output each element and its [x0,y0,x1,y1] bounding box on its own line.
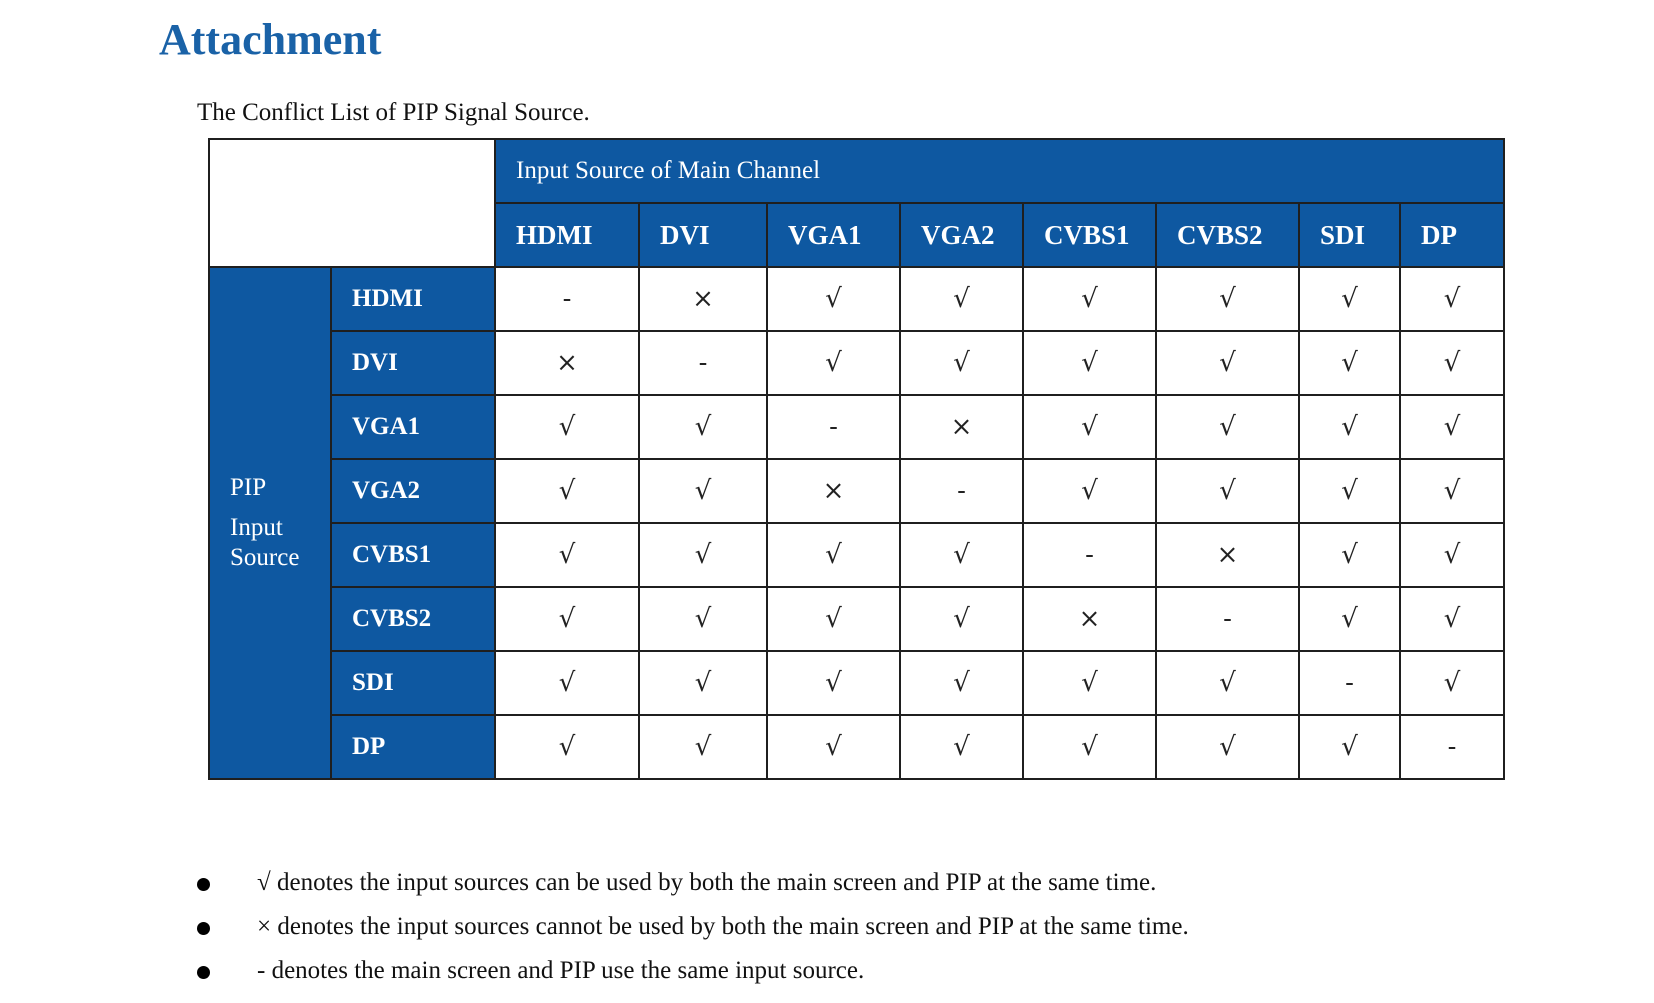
table-cell: √ [1023,395,1156,459]
side-header-line: Input [230,514,283,541]
table-cell: √ [639,715,767,779]
table-cell: √ [1156,395,1299,459]
row-header: VGA2 [331,459,495,523]
table-cell: √ [639,459,767,523]
table-cell: √ [1400,587,1504,651]
side-header-line: PIP [230,474,267,501]
table-cell: √ [1299,459,1400,523]
side-header-spacer [230,503,330,513]
table-cell: √ [767,331,900,395]
table-cell: √ [900,267,1023,331]
conflict-table [208,138,1505,780]
table-cell: √ [639,587,767,651]
table-cell: √ [900,651,1023,715]
table-cell: √ [495,651,639,715]
table-cell: √ [639,651,767,715]
table-cell: - [1156,587,1299,651]
table-cell: - [639,331,767,395]
legend-note-text: - denotes the main screen and PIP use the same input source. [257,957,865,984]
table-cell: √ [1156,267,1299,331]
table-corner-cell [209,139,495,267]
row-header: DP [331,715,495,779]
table-cell: √ [1299,395,1400,459]
main-channel-header: Input Source of Main Channel [495,139,1504,203]
table-cell: √ [767,267,900,331]
bullet-icon [197,966,210,979]
table-cell: √ [1023,715,1156,779]
column-header: DVI [639,203,767,267]
table-cell: √ [639,523,767,587]
table-cell: √ [1299,267,1400,331]
table-cell: - [1400,715,1504,779]
pip-input-source-header [209,267,331,779]
table-cell: √ [495,459,639,523]
table-cell: × [639,267,767,331]
table-cell: √ [1299,715,1400,779]
column-header: CVBS2 [1156,203,1299,267]
table-cell: √ [767,715,900,779]
table-cell: - [495,267,639,331]
table-cell: √ [1400,331,1504,395]
table-cell: √ [1299,523,1400,587]
table-cell: √ [1023,459,1156,523]
legend-note-text: × denotes the input sources cannot be used by both the main screen and PIP at the same time. [257,913,1189,940]
table-cell: × [1023,587,1156,651]
table-cell: - [1023,523,1156,587]
table-cell: √ [1299,587,1400,651]
page-title: Attachment [159,15,382,64]
bullet-icon [197,922,210,935]
side-header-line: Source [230,544,300,571]
table-cell: √ [495,523,639,587]
table-cell: √ [1156,715,1299,779]
column-header: HDMI [495,203,639,267]
table-cell: √ [1156,331,1299,395]
table-cell: √ [495,395,639,459]
table-cell: - [1299,651,1400,715]
table-cell: √ [900,523,1023,587]
table-caption: The Conflict List of PIP Signal Source. [197,99,590,126]
table-cell: √ [495,715,639,779]
table-cell: √ [1400,459,1504,523]
table-cell: √ [1400,395,1504,459]
row-header: CVBS2 [331,587,495,651]
legend-note-text: √ denotes the input sources can be used by both the main screen and PIP at the same time. [257,869,1157,896]
table-cell: √ [767,587,900,651]
row-header: SDI [331,651,495,715]
table-cell: √ [1299,331,1400,395]
column-header: SDI [1299,203,1400,267]
table-cell: √ [900,715,1023,779]
table-cell: × [1156,523,1299,587]
row-header: HDMI [331,267,495,331]
table-cell: - [767,395,900,459]
table-cell: √ [495,587,639,651]
table-cell: √ [900,587,1023,651]
table-cell: × [900,395,1023,459]
column-header: DP [1400,203,1504,267]
bullet-icon [197,878,210,891]
table-cell: √ [1023,267,1156,331]
table-cell: √ [1156,459,1299,523]
table-cell: √ [1400,523,1504,587]
table-cell: √ [900,331,1023,395]
table-cell: √ [767,651,900,715]
table-cell: × [767,459,900,523]
table-cell: √ [1156,651,1299,715]
row-header: DVI [331,331,495,395]
table-cell: √ [767,523,900,587]
table-cell: √ [1400,267,1504,331]
column-header: CVBS1 [1023,203,1156,267]
table-cell: √ [639,395,767,459]
table-cell: √ [1023,651,1156,715]
column-header: VGA1 [767,203,900,267]
table-cell: - [900,459,1023,523]
table-cell: × [495,331,639,395]
table-cell: √ [1400,651,1504,715]
row-header: CVBS1 [331,523,495,587]
column-header: VGA2 [900,203,1023,267]
row-header: VGA1 [331,395,495,459]
table-cell: √ [1023,331,1156,395]
